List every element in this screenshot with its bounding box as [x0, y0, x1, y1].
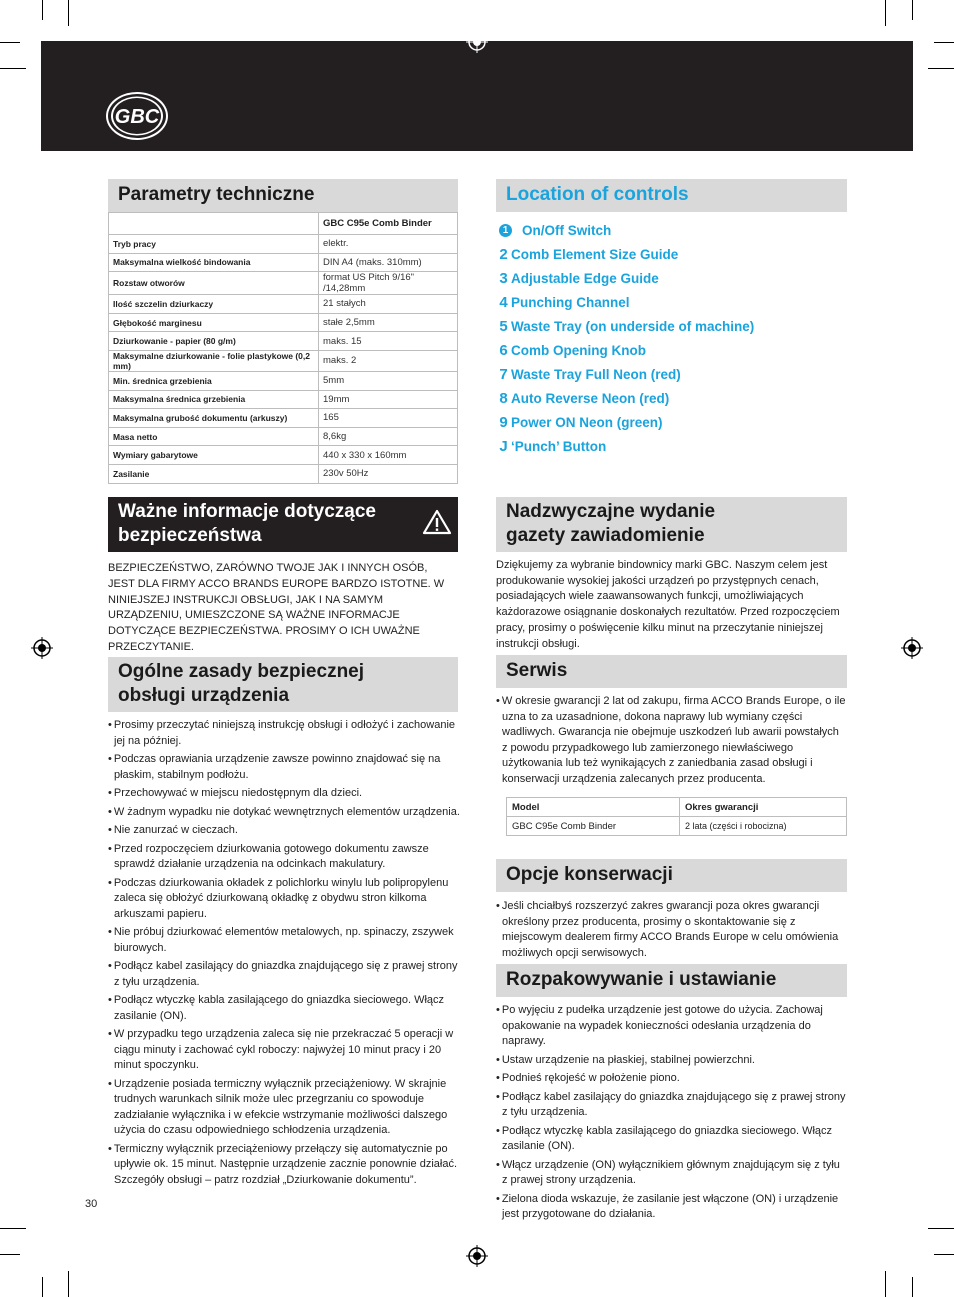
unpacking-title: Rozpakowywanie i ustawianie: [506, 969, 777, 990]
general-list: [108, 718, 460, 1191]
unpacking-section-header: [496, 964, 847, 997]
safety-text: BEZPIECZEŃSTWO, ZARÓWNO TWOJE JAK I INNYCH OSÓB, JEST DLA FIRMY ACCO BRANDS EUROPE BARDZO ISTOTNE. W NINIEJSZEJ INSTRUKCJI OBSŁUGI, JAK I NA SAMYM URZĄDZENIU, UMIESZCZONE SĄ WAŻNE INFORMACJE DOTYCZĄCE BEZPIECZEŃSTWA. PROSIMY O ICH UWAŻNE PRZECZYTANIE.: [108, 562, 445, 653]
registration-mark-icon: [31, 637, 53, 659]
crop-mark: [42, 1277, 43, 1297]
header-bar: [41, 41, 913, 151]
crop-mark: [0, 1254, 20, 1255]
gbc-logo-icon: [107, 93, 167, 139]
service-list: [496, 694, 846, 790]
table-row: Maksymalne dziurkowanie - folie plastykowe (0,2 mm) maks. 2: [109, 350, 458, 371]
crop-mark: [885, 0, 886, 26]
list-item: • Podnieś rękojeść w położenie piono.: [496, 1071, 846, 1087]
service-section-header: [496, 655, 847, 688]
list-item: 2 Comb Element Size Guide: [499, 245, 679, 263]
notice-title-line1: Nadzwyczajne wydanie: [506, 501, 716, 522]
registration-mark-icon: [901, 637, 923, 659]
table-row: Zasilanie 230v 50Hz: [109, 464, 458, 483]
table-row: Dziurkowanie - papier (80 g/m) maks. 15: [109, 332, 458, 351]
list-item: • Podczas oprawiania urządzenie zawsze powinno znajdować się na płaskim, stabilnym podłożu.: [108, 752, 460, 783]
crop-mark: [928, 1228, 954, 1229]
specs-table: [108, 212, 458, 484]
crop-mark: [928, 68, 954, 69]
controls-section-header: [496, 179, 847, 212]
list-item: • Przechowywać w miejscu niedostępnym dla dzieci.: [108, 786, 460, 802]
notice-text: Dziękujemy za wybranie bindownicy marki GBC. Naszym celem jest produkowanie wysokiej jakości urządzeń po przystępnych cenach, posiadających wiele zaawansowanych funkcji, umożliwiających każdorazowe osiągnanie doskonałych rezultatów. Przed rozpoczęciem pracy, prosimy o poświęcenie kilku minut na przeczytanie niniejszej instrukcji obsługi.: [496, 559, 840, 650]
table-row: GBC C95e Comb Binder 2 lata (części i robocizna): [507, 817, 847, 836]
crop-mark: [0, 68, 26, 69]
list-item: • Przed rozpoczęciem dziurkowania gotowego dokumentu zawsze sprawdź działanie urządzenia na odcinkach makulatury.: [108, 842, 460, 873]
maintenance-section-header: [496, 859, 847, 892]
list-item: • Podłącz wtyczkę kabla zasilającego do gniazdka sieciowego. Włącz zasilanie (ON).: [496, 1124, 846, 1155]
crop-mark: [885, 1271, 886, 1297]
specs-section-header: [108, 179, 458, 212]
general-title-line1: Ogólne zasady bezpiecznej: [118, 661, 365, 682]
list-item: • Włącz urządzenie (ON) wyłącznikiem głównym znajdującym się z tyłu z prawej strony urządzenia.: [496, 1158, 846, 1189]
registration-mark-icon: [466, 1245, 488, 1267]
list-item: • Termiczny wyłącznik przeciążeniowy przełączy się automatycznie po upływie ok. 15 minut. Następnie urządzenie zacznie ponownie działać. Szczegóły obsługi – patrz rozdział „Dziurkowanie dokumentu”.: [108, 1142, 460, 1189]
general-title-line2: obsługi urządzenia: [118, 685, 290, 706]
crop-mark: [912, 0, 913, 20]
list-item: • Zielona dioda wskazuje, że zasilanie jest włączone (ON) i urządzenie jest przygotowane do działania.: [496, 1192, 846, 1223]
specs-title: Parametry techniczne: [118, 184, 315, 205]
list-item: 7 Waste Tray Full Neon (red): [499, 365, 681, 383]
table-row: [109, 213, 458, 235]
crop-mark: [0, 42, 20, 43]
notice-title-line2: gazety zawiadomienie: [506, 525, 705, 546]
warranty-table: [506, 797, 847, 836]
list-item: • Po wyjęciu z pudełka urządzenie jest gotowe do użycia. Zachowaj opakowanie na wypadek konieczności odesłania urządzenia do naprawy.: [496, 1003, 846, 1050]
unpacking-list: [496, 1003, 846, 1226]
table-row: Ilość szczelin dziurkaczy 21 stałych: [109, 295, 458, 314]
list-item: • W przypadku tego urządzenia zaleca się nie przekraczać 5 operacji w ciągu minuty i zachować cykl roboczy: najwyżej 10 minut pracy i 20 minut spoczynku.: [108, 1027, 460, 1074]
list-item: • Podłącz wtyczkę kabla zasilającego do gniazdka sieciowego. Włącz zasilanie (ON).: [108, 993, 460, 1024]
registration-mark-icon: [466, 31, 488, 53]
table-row: Maksymalna średnica grzebienia 19mm: [109, 390, 458, 409]
table-row: Głębokość marginesu stałe 2,5mm: [109, 313, 458, 332]
crop-mark: [68, 0, 69, 26]
list-item: • Nie zanurzać w cieczach.: [108, 823, 460, 839]
list-item: • Podczas dziurkowania okładek z polichlorku winylu lub polipropylenu zaleca się obłożyć dziurkowaną okładkę z obydwu stron kilkoma arkuszami papieru.: [108, 876, 460, 923]
crop-mark: [68, 1271, 69, 1297]
maintenance-list: [496, 899, 850, 964]
gbc-logo: [106, 92, 168, 140]
maintenance-title: Opcje konserwacji: [506, 864, 673, 885]
safety-section-header: [108, 497, 458, 552]
crop-mark: [934, 42, 954, 43]
controls-list: [496, 218, 856, 458]
list-item: • Urządzenie posiada termiczny wyłącznik przeciążeniowy. W skrajnie trudnych warunkach silnik może ulec przegrzaniu co spowoduje zadziałanie wyłącznika i w efekcie wstrzymanie możliwości dalszego użycia do czasu odpowiedniego schłodzenia urządzenia.: [108, 1077, 460, 1139]
table-row: Min. średnica grzebienia 5mm: [109, 371, 458, 390]
safety-title-line1: Ważne informacje dotyczące: [118, 501, 376, 522]
table-row: Maksymalna grubość dokumentu (arkuszy) 165: [109, 409, 458, 428]
warning-triangle-icon: [422, 509, 452, 535]
list-item: • W okresie gwarancji 2 lat od zakupu, firma ACCO Brands Europe, o ile uzna to za uzasadnione, dokona naprawy lub wymiany części wadliwych. Gwarancja nie obejmuje uszkodzeń lub awarii powstałych z powodu przypadkowego lub zamierzonego niewłaściwego użytkowania lub też wynikających z zaniedbania zasad obsługi i konserwacji urządzenia zalecanych przez producenta.: [496, 694, 846, 787]
list-item: • W żadnym wypadku nie dotykać wewnętrznych elementów urządzenia.: [108, 805, 460, 821]
list-item: • Jeśli chciałbyś rozszerzyć zakres gwarancji poza okres gwarancji określony przez producenta, prosimy o skontaktowanie się z miejscowym dealerem firmy ACCO Brands Europe w celu omówienia możliwych opcji serwisowych.: [496, 899, 850, 961]
number-badge-icon: 1: [499, 224, 512, 237]
table-row: Model Okres gwarancji: [507, 798, 847, 817]
controls-title: Location of controls: [506, 184, 689, 205]
list-item: 5 Waste Tray (on underside of machine): [499, 317, 755, 335]
list-item: • Podłącz kabel zasilający do gniazdka znajdującego się z prawej strony z tyłu urządzenia.: [108, 959, 460, 990]
list-item: • Ustaw urządzenie na płaskiej, stabilnej powierzchni.: [496, 1053, 846, 1069]
list-item: • Nie próbuj dziurkować elementów metalowych, np. spinaczy, zszywek biurowych.: [108, 925, 460, 956]
list-item: 4 Punching Channel: [499, 293, 630, 311]
crop-mark: [912, 1277, 913, 1297]
svg-text:GBC: GBC: [114, 106, 160, 128]
notice-section-header: [496, 497, 847, 552]
crop-mark: [934, 1254, 954, 1255]
list-item: • Podłącz kabel zasilający do gniazdka znajdującego się z prawej strony z tyłu urządzenia.: [496, 1090, 846, 1121]
service-title: Serwis: [506, 660, 568, 681]
crop-mark: [0, 1228, 26, 1229]
list-item: J ‘Punch’ Button: [499, 437, 607, 455]
table-row: Maksymalna wielkość bindowania DIN A4 (maks. 310mm): [109, 253, 458, 272]
list-item: • Prosimy przeczytać niniejszą instrukcję obsługi i odłożyć i zachowanie jej na później.: [108, 718, 460, 749]
table-row: Rozstaw otworów format US Pitch 9/16" /14,28mm: [109, 272, 458, 295]
table-row: Wymiary gabarytowe 440 x 330 x 160mm: [109, 446, 458, 465]
specs-model-header: GBC C95e Comb Binder: [319, 213, 458, 235]
page-number: 30: [85, 1198, 98, 1210]
list-item: 1 On/Off Switch: [496, 218, 856, 242]
general-section-header: [108, 657, 458, 712]
list-item: 9 Power ON Neon (green): [499, 413, 663, 431]
list-item: 8 Auto Reverse Neon (red): [499, 389, 670, 407]
safety-title-line2: bezpieczeństwa: [118, 525, 262, 546]
list-item: 6 Comb Opening Knob: [499, 341, 646, 359]
crop-mark: [42, 0, 43, 20]
table-row: Tryb pracy elektr.: [109, 235, 458, 254]
table-row: Masa netto 8,6kg: [109, 427, 458, 446]
list-item: 3 Adjustable Edge Guide: [499, 269, 659, 287]
